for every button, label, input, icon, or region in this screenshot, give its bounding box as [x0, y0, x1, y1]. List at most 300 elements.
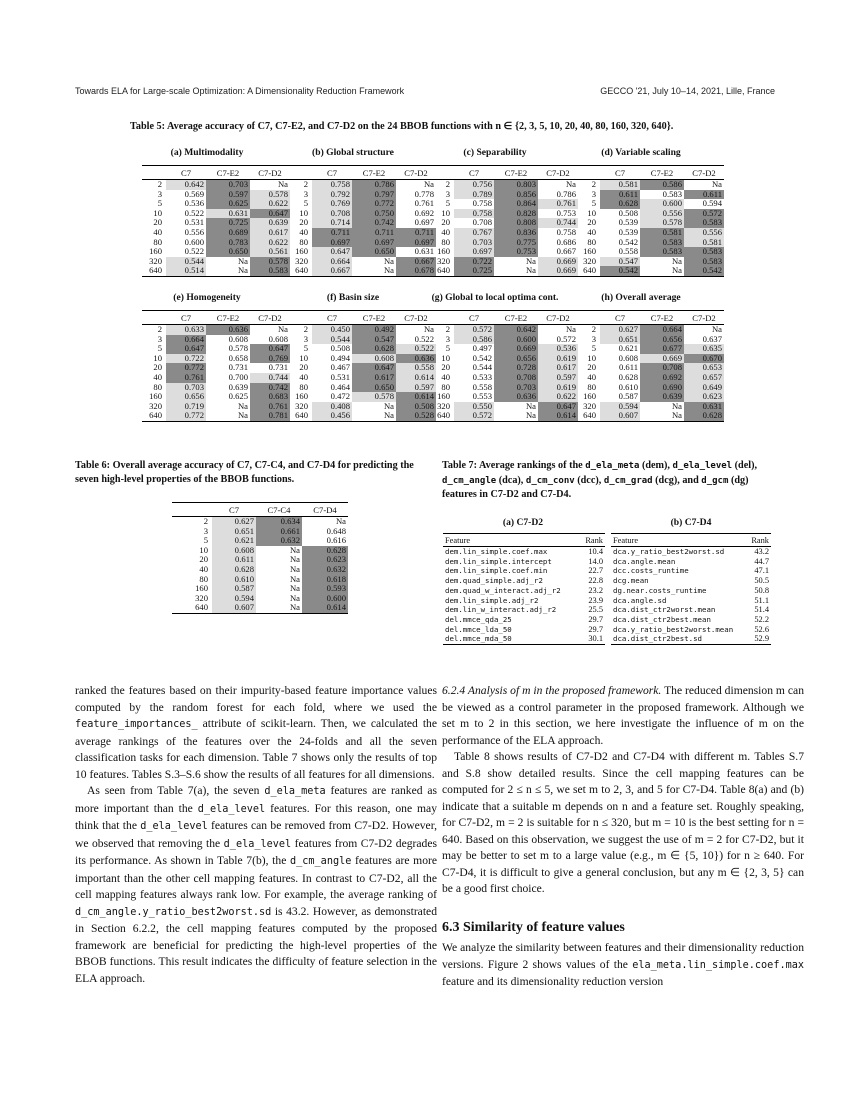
value-cell: 0.492 [352, 325, 396, 335]
rank-cell: 14.0 [588, 556, 603, 566]
table-row [142, 209, 290, 219]
dimension-cell: 160 [149, 246, 162, 257]
value-cell: 0.639 [250, 218, 290, 228]
table5-subtable [430, 165, 578, 277]
value-cell: 0.578 [228, 343, 248, 354]
value-cell: 0.472 [330, 391, 350, 402]
value-cell: 0.836 [494, 228, 538, 238]
table-row [611, 547, 771, 557]
table-row [288, 335, 436, 345]
value-cell: 0.608 [228, 333, 248, 344]
rank-cell: 52.2 [754, 614, 769, 624]
table5-subtable-title: (e) Homogeneity [173, 292, 241, 303]
value-cell: 0.742 [352, 218, 396, 228]
rank-cell: 22.7 [588, 566, 603, 576]
table7b [611, 533, 771, 645]
table5-col-header: C7 [312, 166, 352, 180]
feature-cell: dca.dist_ctr2best.mean [613, 614, 711, 624]
value-cell: Na [423, 179, 434, 189]
table-row [430, 228, 578, 238]
value-cell: 0.617 [352, 373, 396, 383]
table-row [430, 363, 578, 373]
table-row [142, 266, 290, 276]
value-cell: 0.456 [312, 411, 352, 421]
value-cell: 0.677 [640, 344, 684, 354]
value-cell: 0.536 [184, 198, 204, 209]
dimension-cell: 2 [203, 516, 208, 526]
value-cell: 0.622 [538, 392, 578, 402]
table-row [576, 180, 724, 190]
value-cell: 0.600 [494, 335, 538, 345]
value-cell: 0.758 [454, 209, 494, 219]
value-cell: 0.617 [538, 363, 578, 373]
table-row [430, 190, 578, 200]
value-cell: 0.619 [538, 354, 578, 364]
value-cell: 0.611 [212, 555, 256, 565]
table-row [576, 228, 724, 238]
feature-cell: dem.lin_w_interact.adj_r2 [445, 605, 557, 615]
dimension-cell: 10 [153, 207, 162, 218]
table7b-rank-header: Rank [747, 534, 771, 547]
feature-cell: dca.dist_ctr2best.sd [611, 634, 747, 644]
dimension-cell: 80 [299, 236, 308, 247]
table5-corner [288, 311, 312, 325]
dimension-cell: 320 [583, 255, 596, 266]
dimension-cell: 40 [587, 371, 596, 382]
feature-cell: dem.lin_simple.coef.max [445, 547, 548, 556]
value-cell: 0.542 [600, 266, 640, 276]
table-row [611, 625, 771, 635]
value-cell: 0.648 [326, 525, 346, 536]
table-row [576, 238, 724, 248]
value-cell: 0.633 [166, 325, 206, 335]
dimension-cell: 20 [441, 217, 450, 228]
value-cell: 0.650 [352, 247, 396, 257]
value-cell: 0.464 [330, 381, 350, 392]
feature-cell: del.mmce_mda_50 [443, 634, 580, 644]
value-cell: 0.561 [250, 247, 290, 257]
dimension-cell: 160 [295, 246, 308, 257]
dimension-cell: 320 [295, 400, 308, 411]
value-cell: 0.697 [454, 247, 494, 257]
value-cell: 0.689 [206, 228, 250, 238]
value-cell: 0.607 [600, 411, 640, 421]
table-row [288, 228, 436, 238]
rank-cell: 51.1 [754, 595, 769, 605]
table-row [443, 557, 605, 567]
value-cell: 0.703 [454, 238, 494, 248]
value-cell: 0.618 [302, 575, 348, 585]
value-cell: 0.636 [396, 354, 436, 364]
value-cell: 0.678 [396, 266, 436, 276]
rank-cell: 10.4 [588, 547, 603, 556]
value-cell: 0.597 [396, 383, 436, 393]
table-row [172, 536, 348, 546]
value-cell: 0.864 [494, 199, 538, 209]
value-cell: Na [289, 583, 300, 594]
table-row [576, 402, 724, 412]
rank-cell: 43.2 [754, 547, 769, 556]
table-row [288, 209, 436, 219]
paragraph [442, 683, 804, 749]
table-row [430, 383, 578, 393]
table-row [142, 383, 290, 393]
dimension-cell: 40 [441, 226, 450, 237]
table-row [142, 325, 290, 335]
table5-subtable-title: (h) Overall average [601, 292, 681, 303]
table5-col-header: C7-D2 [396, 311, 436, 325]
table-row [288, 247, 436, 257]
table-row [611, 605, 771, 615]
dimension-cell: 320 [437, 255, 450, 266]
value-cell: Na [494, 411, 538, 421]
dimension-cell: 20 [299, 362, 308, 373]
table-row [576, 411, 724, 421]
value-cell: 0.697 [396, 238, 436, 248]
table-row [288, 218, 436, 228]
value-cell: 0.553 [472, 391, 492, 402]
value-cell: 0.647 [538, 402, 578, 412]
value-cell: 0.772 [166, 363, 206, 373]
subsection-title: 6.2.4 Analysis of m in the proposed framework. [442, 684, 662, 697]
value-cell: 0.658 [228, 352, 248, 363]
value-cell: 0.639 [228, 381, 248, 392]
table-row [576, 363, 724, 373]
value-cell: 0.528 [396, 411, 436, 421]
value-cell: 0.742 [250, 383, 290, 393]
value-cell: 0.550 [454, 402, 494, 412]
dimension-cell: 80 [153, 236, 162, 247]
table5-corner [142, 311, 166, 325]
value-cell: 0.686 [556, 236, 576, 247]
paragraph-text: The reduced dimension m can be viewed as a control parameter in the proposed framework. Although we set m to 2 in this section, we here investigate the influence of m on the performance of the ELA approach. [442, 684, 804, 747]
value-cell: 0.536 [538, 344, 578, 354]
table-row [611, 557, 771, 567]
dimension-cell: 40 [441, 371, 450, 382]
table-row [576, 325, 724, 335]
table-row [142, 411, 290, 421]
value-cell: Na [525, 400, 536, 411]
table-row [576, 209, 724, 219]
table-row [443, 625, 605, 635]
dimension-cell: 320 [295, 255, 308, 266]
value-cell: 0.744 [538, 218, 578, 228]
table-row [443, 605, 605, 615]
value-cell: 0.700 [228, 371, 248, 382]
value-cell: 0.522 [184, 246, 204, 257]
value-cell: 0.583 [662, 188, 682, 199]
value-cell: 0.531 [330, 371, 350, 382]
table-row [430, 392, 578, 402]
table-row [142, 218, 290, 228]
table-row [288, 344, 436, 354]
value-cell: 0.632 [302, 565, 348, 575]
table6-caption-label: Table 6: [75, 460, 111, 471]
value-cell: 0.656 [494, 354, 538, 364]
value-cell: Na [206, 411, 250, 421]
value-cell: 0.583 [640, 238, 684, 248]
value-cell: 0.450 [312, 325, 352, 335]
value-cell: 0.656 [166, 392, 206, 402]
value-cell: 0.628 [600, 199, 640, 209]
table-row [142, 373, 290, 383]
dimension-cell: 320 [437, 400, 450, 411]
value-cell: 0.797 [352, 190, 396, 200]
table5-col-header: C7 [454, 311, 494, 325]
value-cell: 0.578 [640, 218, 684, 228]
dimension-cell: 5 [303, 343, 308, 354]
table5-subtable [288, 310, 436, 422]
value-cell: 0.722 [166, 354, 206, 364]
dimension-cell: 3 [445, 188, 450, 199]
value-cell: 0.647 [250, 209, 290, 219]
value-cell: 0.594 [212, 594, 256, 604]
feature-cell: dca.angle.mean [613, 556, 676, 566]
section-title: 6.3 Similarity of feature values [442, 920, 625, 935]
value-cell: Na [383, 400, 394, 411]
dimension-cell: 160 [437, 391, 450, 402]
dimension-cell: 20 [441, 362, 450, 373]
value-cell: 0.711 [352, 228, 396, 238]
rank-cell: 44.7 [754, 556, 769, 566]
dimension-cell: 3 [303, 333, 308, 344]
value-cell: 0.621 [618, 343, 638, 354]
value-cell: 0.728 [494, 363, 538, 373]
table5-caption-text: Average accuracy of C7, C7-E2, and C7-D2 on the 24 BBOB functions with n ∈ {2, 3, 5, 10, 20, 40, 80, 160, 320, 640}. [167, 121, 674, 132]
table5-subtable [142, 165, 290, 277]
table-row [288, 266, 436, 276]
table5-corner [576, 311, 600, 325]
table-row [576, 266, 724, 276]
value-cell: 0.628 [618, 371, 638, 382]
rank-cell: 52.6 [754, 624, 769, 634]
value-cell: 0.667 [312, 266, 352, 276]
value-cell: 0.593 [302, 584, 348, 594]
value-cell: 0.587 [618, 391, 638, 402]
value-cell: 0.572 [454, 325, 494, 335]
value-cell: 0.547 [352, 335, 396, 345]
feature-cell: dca.angle.sd [613, 595, 667, 605]
table5-col-header: C7-D2 [250, 166, 290, 180]
value-cell: 0.634 [256, 517, 302, 527]
value-cell: 0.657 [684, 373, 724, 383]
rank-cell: 50.8 [754, 585, 769, 595]
dimension-cell: 3 [157, 333, 162, 344]
value-cell: 0.623 [684, 392, 724, 402]
dimension-cell: 80 [299, 381, 308, 392]
table-row [430, 209, 578, 219]
table-row [288, 392, 436, 402]
table-row [443, 547, 605, 557]
dimension-cell: 80 [153, 381, 162, 392]
dimension-cell: 2 [591, 179, 596, 189]
table-row [430, 180, 578, 190]
table-row [288, 257, 436, 267]
paragraph: Table 8 shows results of C7-D2 and C7-D4 with different m. Tables S.7 and S.8 show detailed results. Since the cell mapping features can be computed for 2 ≤ n ≤ 5, we set m to 2, 3, and 5 for C7-D4. Table 8(a) and (b) indicate that a suitable m depends on n and a feature set. Roughly speaking, for C7-D2, m = 2 is suitable for n ≤ 320, but m = 10 is the best setting for n = 640. Based on this observation, we suggest the use of m = 2 for C7-D2, but it may be better to set m to a large value (e.g., m ∈ {5, 10}) for n ≥ 640. For C7-D4, it is difficult to give a general conclusion, but any m ∈ {2, 3, 5} can be a good first choice. [442, 750, 804, 895]
value-cell: 0.578 [250, 257, 290, 267]
dimension-cell: 2 [157, 324, 162, 334]
table6 [172, 502, 348, 614]
value-cell: 0.692 [414, 207, 434, 218]
value-cell: 0.664 [640, 325, 684, 335]
dimension-cell: 20 [199, 554, 208, 565]
value-cell: 0.635 [684, 344, 724, 354]
value-cell: Na [256, 603, 302, 613]
table-row [576, 218, 724, 228]
value-cell: 0.522 [414, 333, 434, 344]
value-cell: 0.628 [302, 546, 348, 556]
dimension-cell: 640 [172, 603, 212, 613]
paragraph: As seen from Table 7(a), the seven d_ela_meta features are ranked as more important than the d_ela_level features. For this reason, one may think that the d_ela_level features can be removed from C7-D2. However, we observed that removing the d_ela_level features from C7-D2 degrades its performance. As shown in Table 7(b), the d_cm_angle features are more important than the other cell mapping features. In contrast to C7-D2, all the cell mapping features always rank low. For example, the average ranking of d_cm_angle.y_ratio_best2worst.sd is 43.2. However, as demonstrated in Section 6.2.2, the cell mapping features computed by the proposed framework are beneficial for predicting the high-level properties of the BBOB functions. This result indicates the difficulty of feature selection in the ELA approach. [75, 784, 438, 985]
value-cell: 0.586 [640, 180, 684, 190]
left-column-text [75, 683, 437, 987]
dimension-cell: 10 [587, 207, 596, 218]
table-row [611, 634, 771, 644]
table-row [142, 180, 290, 190]
feature-cell: dcg.mean [613, 576, 649, 586]
table5-subtable-title: (c) Separability [463, 147, 527, 158]
value-cell: 0.669 [494, 344, 538, 354]
value-cell: 0.769 [312, 199, 352, 209]
value-cell: 0.778 [414, 188, 434, 199]
value-cell: 0.647 [166, 344, 206, 354]
value-cell: 0.581 [684, 238, 724, 248]
table7b-feature-header: Feature [611, 534, 747, 547]
value-cell: 0.653 [684, 363, 724, 373]
table-row [430, 411, 578, 421]
table-row [576, 354, 724, 364]
value-cell: 0.758 [556, 226, 576, 237]
value-cell: 0.625 [228, 391, 248, 402]
value-cell: 0.617 [250, 228, 290, 238]
table-row [576, 335, 724, 345]
table-row [443, 566, 605, 576]
table7-caption-label: Table 7: [442, 460, 478, 471]
dimension-cell: 640 [576, 266, 600, 276]
table5-corner [430, 311, 454, 325]
dimension-cell: 160 [195, 583, 208, 594]
table-row [430, 218, 578, 228]
table5-subtable-title: (b) Global structure [312, 147, 394, 158]
value-cell: 0.514 [166, 266, 206, 276]
value-cell: 0.636 [206, 325, 250, 335]
dimension-cell: 80 [441, 381, 450, 392]
dimension-cell: 3 [303, 188, 308, 199]
value-cell: Na [277, 179, 288, 189]
table-row [430, 402, 578, 412]
table-row [172, 603, 348, 613]
value-cell: Na [289, 592, 300, 603]
value-cell: 0.731 [228, 362, 248, 373]
table5-subtable-title: (a) Multimodality [170, 147, 244, 158]
table5-subtable-title: (f) Basin size [326, 292, 380, 303]
value-cell: 0.786 [556, 188, 576, 199]
rank-cell: 23.2 [588, 585, 603, 595]
dimension-cell: 10 [441, 352, 450, 363]
dimension-cell: 2 [445, 324, 450, 334]
value-cell: 0.587 [212, 584, 256, 594]
rank-cell: 47.1 [754, 566, 769, 576]
value-cell: Na [352, 411, 396, 421]
value-cell: 0.670 [684, 354, 724, 364]
value-cell: 0.608 [618, 352, 638, 363]
value-cell: 0.856 [494, 190, 538, 200]
table-row [142, 402, 290, 412]
table-row [430, 238, 578, 248]
dimension-cell: 40 [153, 371, 162, 382]
table-row [430, 373, 578, 383]
feature-cell: dca.dist_ctr2worst.mean [613, 605, 716, 615]
value-cell: 0.651 [212, 527, 256, 537]
table-row [443, 576, 605, 586]
dimension-cell: 320 [149, 255, 162, 266]
value-cell: Na [565, 179, 576, 189]
value-cell: 0.607 [212, 603, 256, 613]
value-cell: Na [206, 266, 250, 276]
dimension-cell: 160 [583, 391, 596, 402]
table-row [288, 190, 436, 200]
table-row [172, 527, 348, 537]
value-cell: 0.783 [206, 238, 250, 248]
value-cell: 0.725 [454, 266, 494, 276]
value-cell: Na [289, 544, 300, 555]
table7-caption-text: Average rankings of the d_ela_meta (dem), d_ela_level (del), d_cm_angle (dca), d_cm_conv (dcc), d_cm_grad (dcg), and d_gcm (dg) features in C7-D2 and C7-D4. [442, 460, 758, 500]
table5-subtable [430, 310, 578, 422]
table-row [611, 615, 771, 625]
value-cell: Na [565, 324, 576, 334]
value-cell: 0.628 [352, 344, 396, 354]
table5-subtable [288, 165, 436, 277]
dimension-cell: 2 [303, 179, 308, 189]
value-cell: 0.572 [454, 411, 494, 421]
value-cell: 0.631 [206, 209, 250, 219]
value-cell: 0.614 [396, 373, 436, 383]
rank-cell: 23.9 [588, 595, 603, 605]
value-cell: 0.600 [184, 236, 204, 247]
table5-col-header: C7 [312, 311, 352, 325]
value-cell: 0.711 [312, 228, 352, 238]
value-cell: 0.597 [538, 373, 578, 383]
feature-cell: dca.y_ratio_best2worst.sd [613, 547, 725, 556]
table-row [288, 180, 436, 190]
feature-cell: dcc.costs_runtime [613, 566, 689, 576]
table6-col-header: C7-C4 [256, 503, 302, 517]
value-cell: 0.632 [256, 536, 302, 546]
table-row [172, 555, 348, 565]
value-cell: 0.753 [494, 247, 538, 257]
paragraph: ranked the features based on their impurity-based feature importance values computed by the random forest for each fold, where we used the feature_importances_ attribute of scikit-learn. Then, we calculated the average rankings of the features over the 24-folds and all the seven classification tasks for each dimension. Table 7 shows only the results of top 10 features. Tables S.3–S.6 show the results of all features for all dimensions. [75, 684, 437, 781]
value-cell: 0.756 [454, 180, 494, 190]
value-cell: 0.636 [494, 392, 538, 402]
value-cell: 0.558 [396, 363, 436, 373]
value-cell: 0.572 [684, 209, 724, 219]
dimension-cell: 40 [199, 563, 208, 574]
dimension-cell: 640 [142, 411, 166, 421]
value-cell: 0.703 [494, 383, 538, 393]
table-row [288, 199, 436, 209]
table-row [443, 615, 605, 625]
value-cell: 0.642 [494, 325, 538, 335]
value-cell: 0.719 [166, 402, 206, 412]
value-cell: 0.600 [302, 594, 348, 604]
dimension-cell: 640 [576, 411, 600, 421]
dimension-cell: 10 [441, 207, 450, 218]
table7b-title: (b) C7-D4 [670, 517, 712, 528]
value-cell: 0.828 [494, 209, 538, 219]
value-cell: 0.542 [472, 352, 492, 363]
dimension-cell: 320 [195, 592, 208, 603]
value-cell: 0.753 [556, 207, 576, 218]
